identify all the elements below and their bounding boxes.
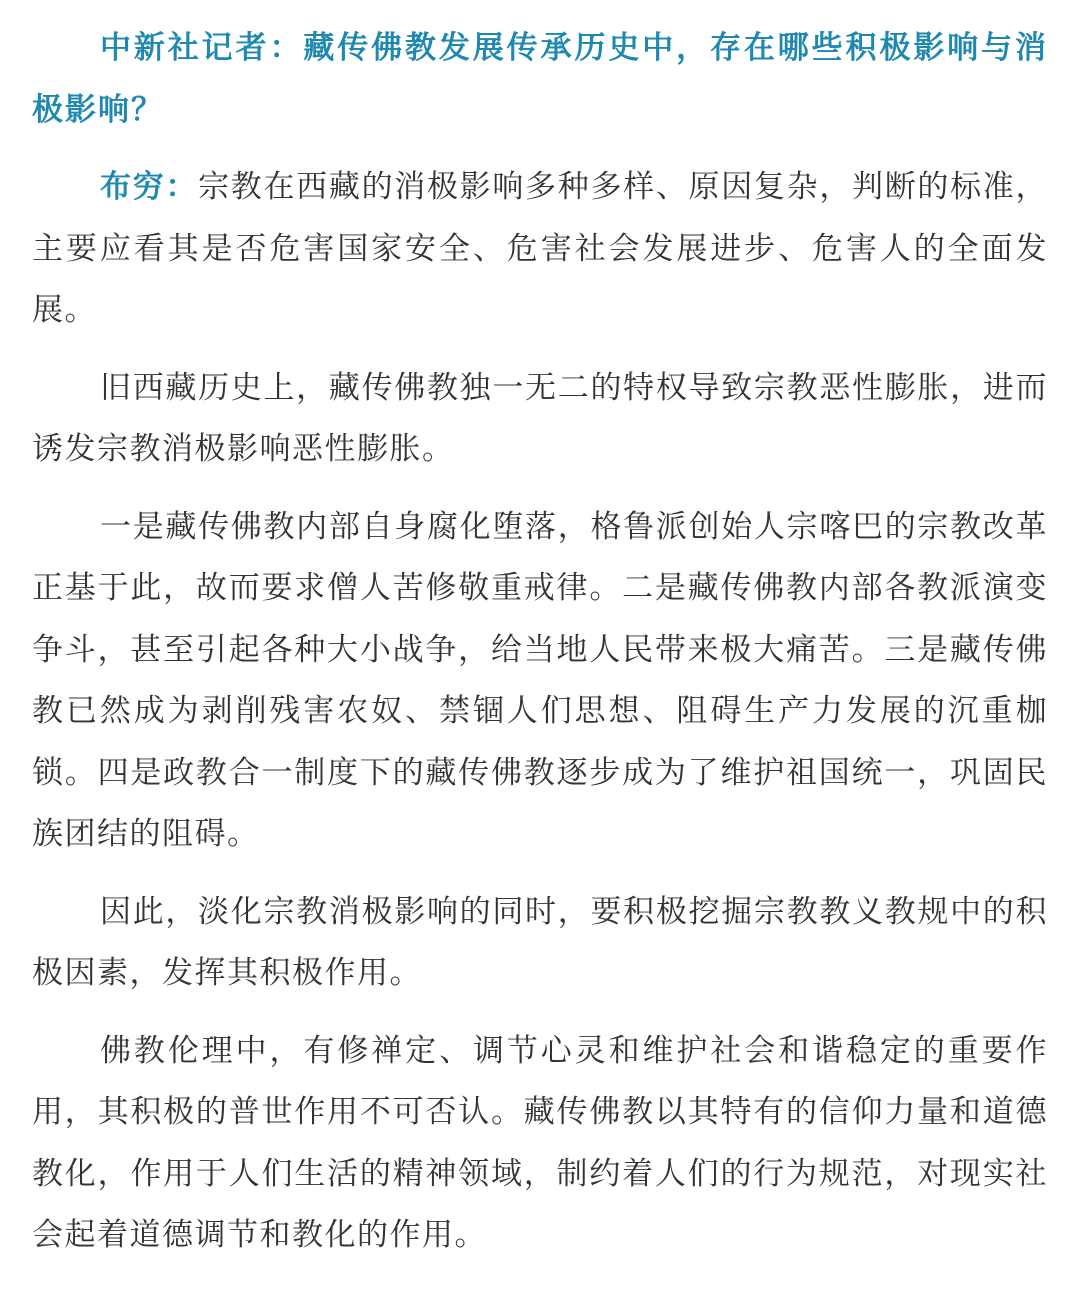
- body-paragraph-3: 因此，淡化宗教消极影响的同时，要积极挖掘宗教教义教规中的积极因素，发挥其积极作用。: [32, 893, 1048, 991]
- body-paragraph-4: 佛教伦理中，有修禅定、调节心灵和维护社会和谐稳定的重要作用，其积极的普世作用不可否认。藏传佛教以其特有的信仰力量和道德教化，作用于人们生活的精神领域，制约着人们的行为规范，对现实社会起着道德调节和教化的作用。: [32, 1032, 1048, 1253]
- answer-paragraph: [32, 157, 1048, 342]
- answer-text: 宗教在西藏的消极影响多种多样、原因复杂，判断的标准，主要应看其是否危害国家安全、危害社会发展进步、危害人的全面发展。: [32, 169, 1049, 328]
- body-paragraph-2: 一是藏传佛教内部自身腐化堕落，格鲁派创始人宗喀巴的宗教改革正基于此，故而要求僧人苦修敬重戒律。二是藏传佛教内部各教派演变争斗，甚至引起各种大小战争，给当地人民带来极大痛苦。三是藏传佛教已然成为剥削残害农奴、禁锢人们思想、阻碍生产力发展的沉重枷锁。四是政教合一制度下的藏传佛教逐步成为了维护祖国统一，巩固民族团结的阻碍。: [32, 508, 1048, 852]
- article-body: [32, 18, 1048, 1267]
- interview-question: 中新社记者：藏传佛教发展传承历史中，存在哪些积极影响与消极影响？: [32, 30, 1048, 128]
- answer-speaker: 布穷：: [100, 169, 199, 205]
- body-paragraph-1: 旧西藏历史上，藏传佛教独一无二的特权导致宗教恶性膨胀，进而诱发宗教消极影响恶性膨胀。: [32, 369, 1048, 467]
